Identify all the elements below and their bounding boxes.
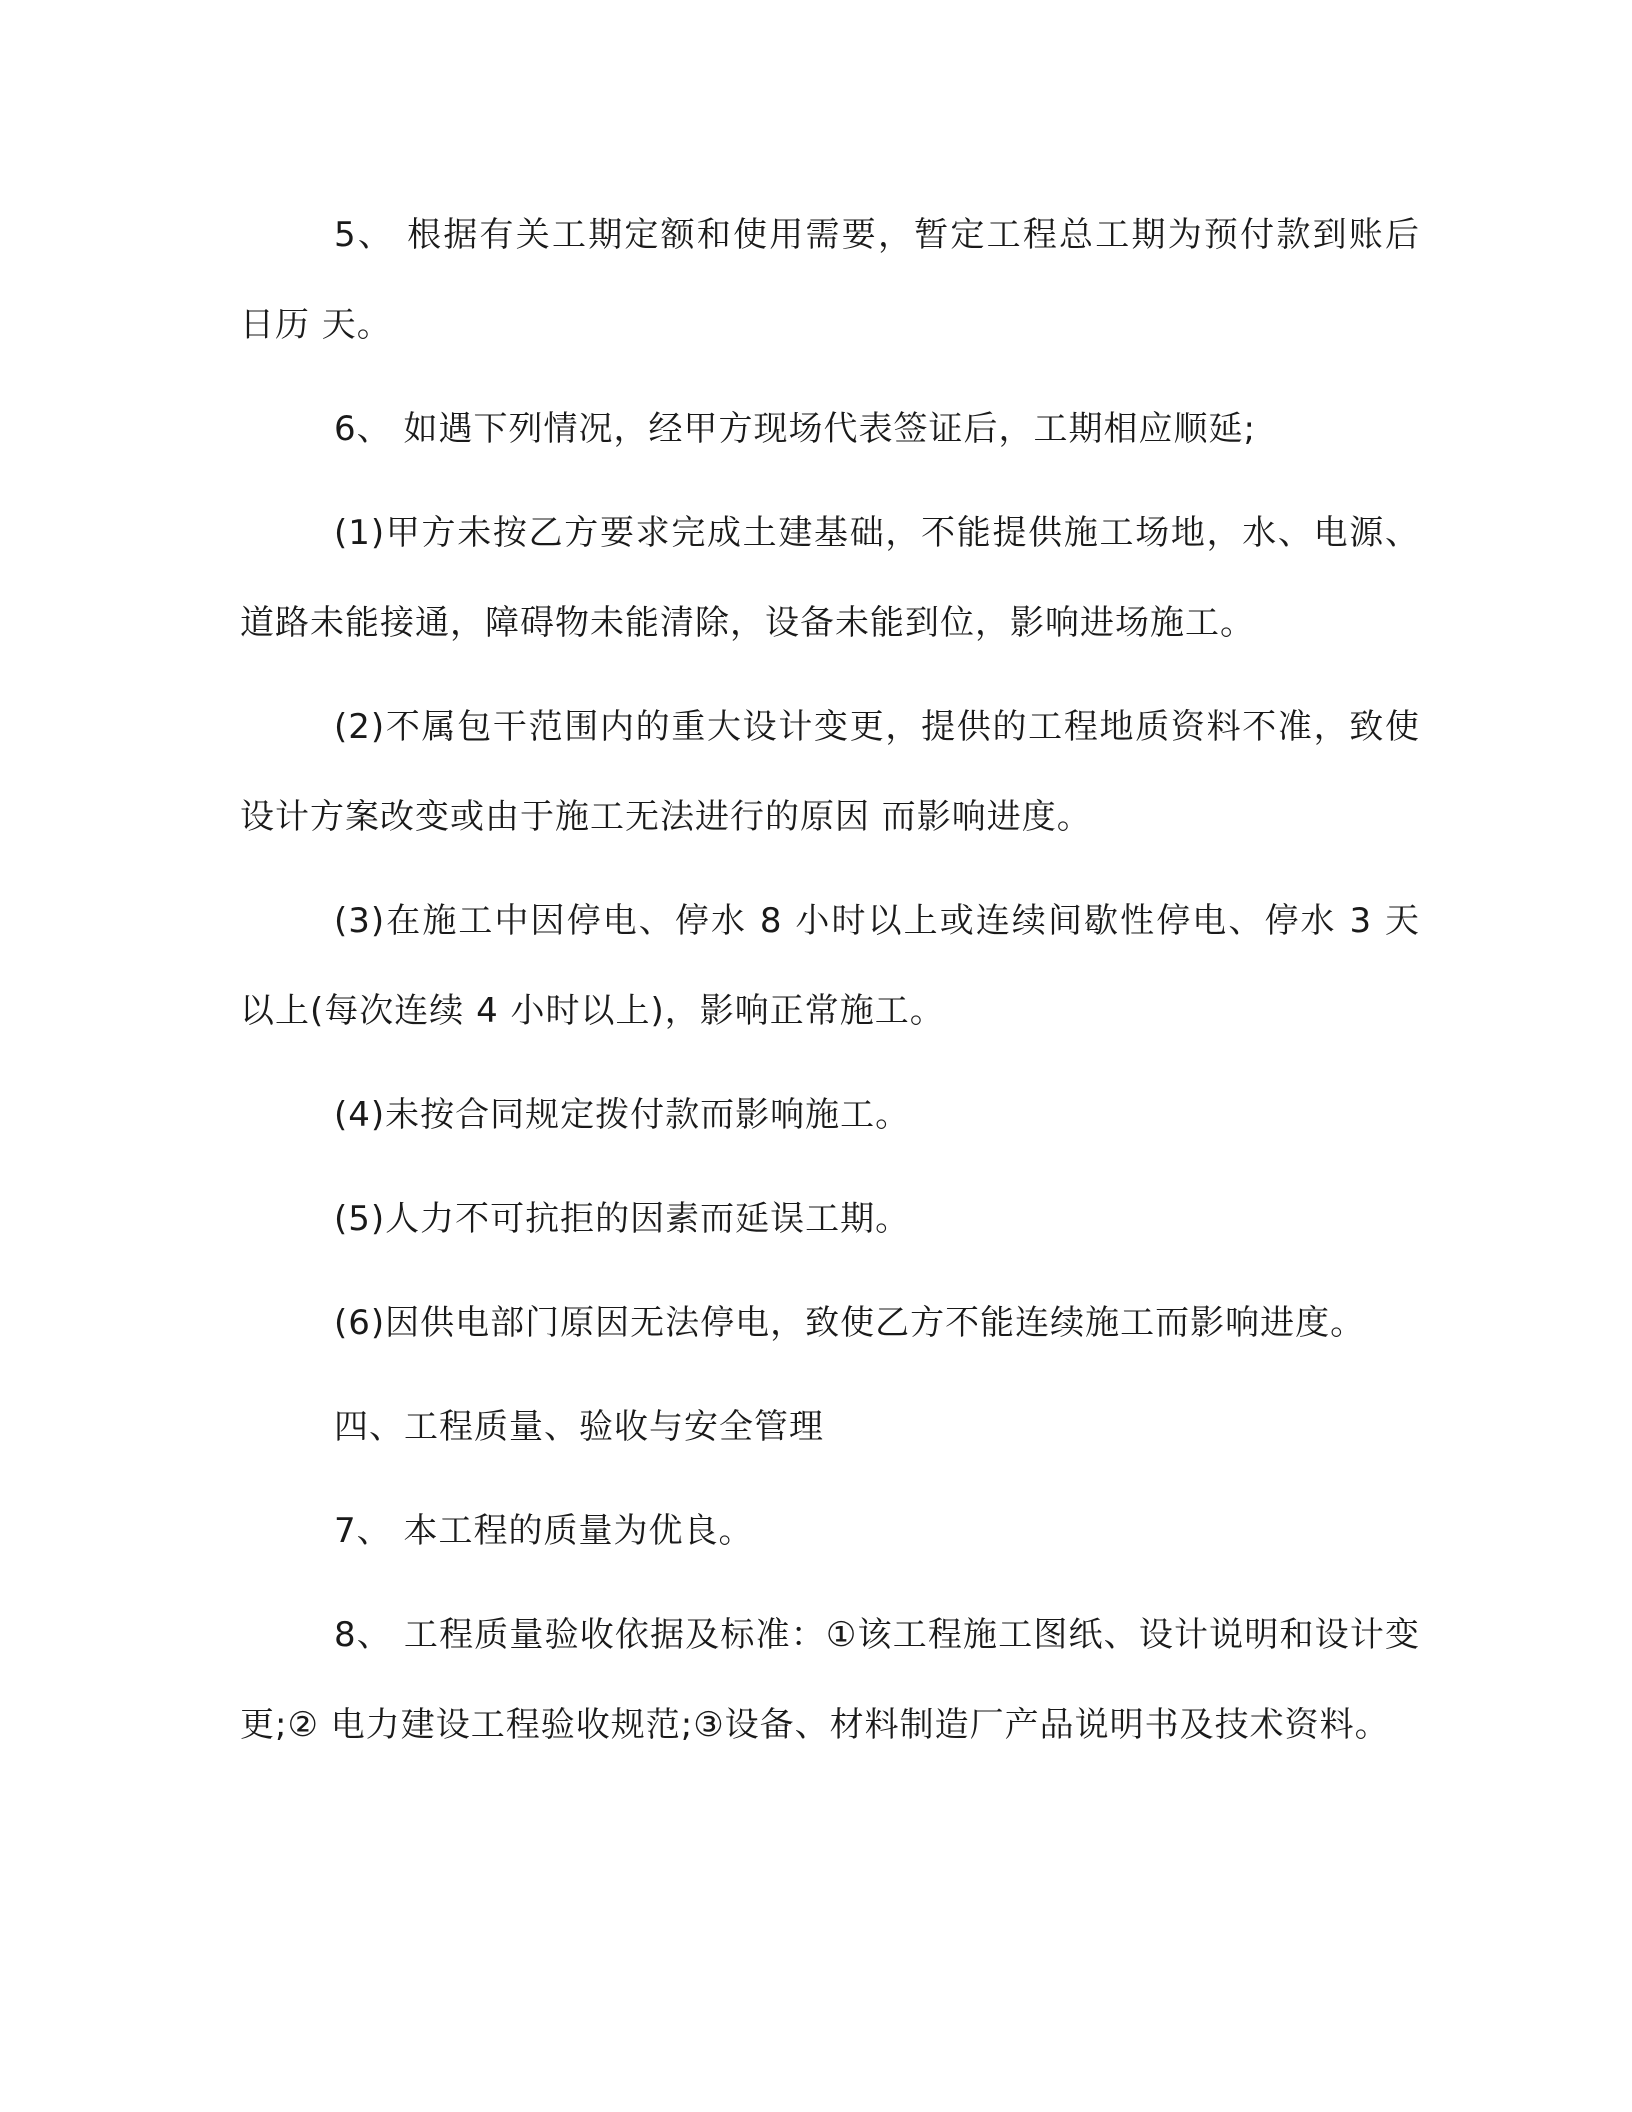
paragraph-item-6: 6、 如遇下列情况，经甲方现场代表签证后，工期相应顺延; xyxy=(334,409,1256,449)
paragraph-condition-1: (1)甲方未按乙方要求完成土建基础，不能提供施工场地，水、电源、道路未能接通，障碍物未能清除，设备未能到位，影响进场施工。 xyxy=(240,513,1420,643)
paragraph-condition-4: (4)未按合同规定拨付款而影响施工。 xyxy=(334,1095,911,1135)
paragraph-condition-2: (2)不属包干范围内的重大设计变更，提供的工程地质资料不准，致使设计方案改变或由于施工无法进行的原因 而影响进度。 xyxy=(240,707,1420,837)
section-heading-quality: 四、工程质量、验收与安全管理 xyxy=(334,1407,824,1447)
paragraph-condition-3: (3)在施工中因停电、停水 8 小时以上或连续间歇性停电、停水 3 天以上(每次连续 4 小时以上)，影响正常施工。 xyxy=(240,901,1420,1031)
paragraph-item-5: 5、 根据有关工期定额和使用需要，暂定工程总工期为预付款到账后 日历 天。 xyxy=(240,215,1420,345)
paragraph-condition-6: (6)因供电部门原因无法停电，致使乙方不能连续施工而影响进度。 xyxy=(334,1303,1366,1343)
paragraph-item-7: 7、 本工程的质量为优良。 xyxy=(334,1511,754,1551)
document-body xyxy=(240,190,1420,1784)
paragraph-item-8: 8、 工程质量验收依据及标准：①该工程施工图纸、设计说明和设计变更;② 电力建设工程验收规范;③设备、材料制造厂产品说明书及技术资料。 xyxy=(240,1615,1420,1745)
paragraph-condition-5: (5)人力不可抗拒的因素而延误工期。 xyxy=(334,1199,911,1239)
